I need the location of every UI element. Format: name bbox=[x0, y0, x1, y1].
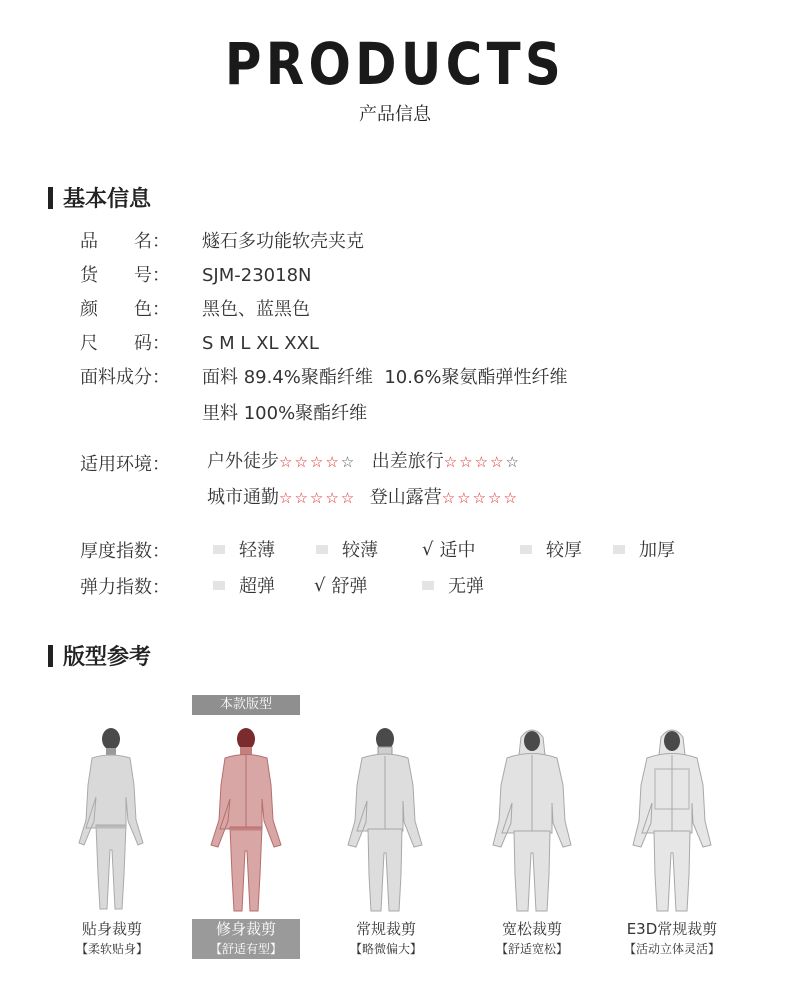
star-rating-icon: ☆☆☆☆ bbox=[279, 453, 341, 471]
fit-figure-slim bbox=[66, 725, 156, 917]
option-label: 舒弹 bbox=[331, 576, 368, 597]
basic-info-title: 基本信息 bbox=[63, 187, 152, 212]
fit-caption-regular bbox=[326, 919, 446, 959]
info-value: 燧石多功能软壳夹克 bbox=[202, 231, 364, 252]
checkbox-icon bbox=[422, 581, 434, 590]
env-line-2 bbox=[207, 483, 519, 509]
checkmark-icon: √ bbox=[314, 574, 326, 596]
elasticity-label: 弹力指数： bbox=[80, 577, 170, 598]
star-rating-icon: ☆☆☆☆☆ bbox=[441, 489, 519, 507]
thickness-option-selected bbox=[422, 536, 475, 562]
info-value: 里料 100%聚酯纤维 bbox=[202, 403, 368, 424]
env-item-name: 城市通勤 bbox=[207, 487, 279, 508]
fit-figure-fitted bbox=[201, 725, 291, 917]
env-item-name: 户外徒步 bbox=[207, 451, 279, 472]
fit-name: 常规裁剪 bbox=[355, 920, 416, 938]
info-value: SJM-23018N bbox=[202, 265, 312, 286]
fit-name: E3D常规裁剪 bbox=[626, 920, 718, 938]
option-label: 加厚 bbox=[639, 540, 675, 561]
body-figure-icon bbox=[487, 725, 577, 917]
fit-caption-slim bbox=[52, 919, 172, 959]
info-value: 面料 89.4%聚酯纤维 10.6%聚氨酯弹性纤维 bbox=[202, 367, 568, 388]
checkbox-icon bbox=[613, 545, 625, 554]
info-label: 品 名： bbox=[80, 231, 170, 252]
fit-desc: 【舒适有型】 bbox=[209, 942, 282, 956]
option-label: 较厚 bbox=[546, 540, 582, 561]
basic-info-heading bbox=[48, 182, 151, 213]
info-label: 货 号： bbox=[80, 265, 170, 286]
elasticity-option bbox=[422, 572, 484, 598]
star-empty-icon: ☆ bbox=[505, 453, 519, 471]
fit-figure-regular bbox=[340, 725, 430, 917]
star-empty-icon: ☆ bbox=[340, 453, 355, 471]
elasticity-option bbox=[213, 572, 275, 598]
fit-heading bbox=[48, 640, 151, 671]
info-row-sku bbox=[80, 261, 312, 287]
thickness-option bbox=[213, 536, 275, 562]
checkbox-icon bbox=[213, 581, 225, 590]
checkmark-icon: √ bbox=[422, 538, 434, 560]
info-label: 颜 色： bbox=[80, 299, 170, 320]
option-label: 较薄 bbox=[342, 540, 378, 561]
option-label: 适中 bbox=[439, 540, 476, 561]
info-row-name bbox=[80, 227, 364, 253]
star-rating-icon: ☆☆☆☆ bbox=[443, 453, 506, 471]
fit-figure-loose bbox=[487, 725, 577, 917]
body-figure-icon bbox=[627, 725, 717, 917]
heading-bar bbox=[48, 645, 53, 667]
page-subtitle: 产品信息 bbox=[359, 104, 431, 125]
thickness-option bbox=[613, 536, 675, 562]
thickness-option bbox=[316, 536, 378, 562]
elasticity-option-selected bbox=[314, 572, 367, 598]
fit-name: 修身裁剪 bbox=[215, 920, 276, 938]
body-figure-icon bbox=[340, 725, 430, 917]
fit-desc: 【柔软贴身】 bbox=[75, 942, 148, 956]
thickness-label: 厚度指数： bbox=[80, 541, 170, 562]
checkbox-icon bbox=[520, 545, 532, 554]
info-label: 面料成分： bbox=[80, 367, 170, 388]
env-item-name: 登山露营 bbox=[369, 487, 442, 508]
page-title: PRODUCTS bbox=[224, 30, 566, 98]
fit-caption-e3d bbox=[612, 919, 732, 959]
env-label-row bbox=[80, 450, 202, 476]
checkbox-icon bbox=[316, 545, 328, 554]
heading-bar bbox=[48, 187, 53, 209]
info-row-fabric bbox=[80, 363, 568, 389]
env-line-1 bbox=[207, 447, 519, 473]
info-label: 尺 码： bbox=[80, 333, 170, 354]
fit-desc: 【舒适宽松】 bbox=[495, 942, 568, 956]
info-row-color bbox=[80, 295, 310, 321]
fit-figure-e3d bbox=[627, 725, 717, 917]
option-label: 轻薄 bbox=[239, 540, 275, 561]
info-value: 黑色、蓝黑色 bbox=[202, 299, 310, 320]
body-figure-icon bbox=[66, 725, 156, 917]
elasticity-label-row bbox=[80, 573, 202, 599]
info-row-lining bbox=[80, 399, 367, 425]
current-fit-badge: 本款版型 bbox=[192, 695, 300, 715]
star-rating-icon: ☆☆☆☆☆ bbox=[279, 489, 357, 507]
info-value: S M L XL XXL bbox=[202, 333, 319, 354]
fit-name: 宽松裁剪 bbox=[501, 920, 562, 938]
fit-title: 版型参考 bbox=[63, 645, 152, 670]
thickness-option bbox=[520, 536, 582, 562]
option-label: 超弹 bbox=[239, 576, 275, 597]
thickness-label-row bbox=[80, 537, 202, 563]
info-row-size bbox=[80, 329, 319, 355]
env-label: 适用环境： bbox=[80, 454, 170, 475]
fit-desc: 【略微偏大】 bbox=[349, 942, 422, 956]
fit-desc: 【活动立体灵活】 bbox=[623, 942, 720, 956]
env-item-name: 出差旅行 bbox=[371, 451, 444, 472]
fit-caption-loose bbox=[472, 919, 592, 959]
fit-caption-fitted bbox=[192, 919, 300, 959]
body-figure-icon bbox=[201, 725, 291, 917]
option-label: 无弹 bbox=[448, 576, 484, 597]
fit-name: 贴身裁剪 bbox=[81, 920, 142, 938]
checkbox-icon bbox=[213, 545, 225, 554]
